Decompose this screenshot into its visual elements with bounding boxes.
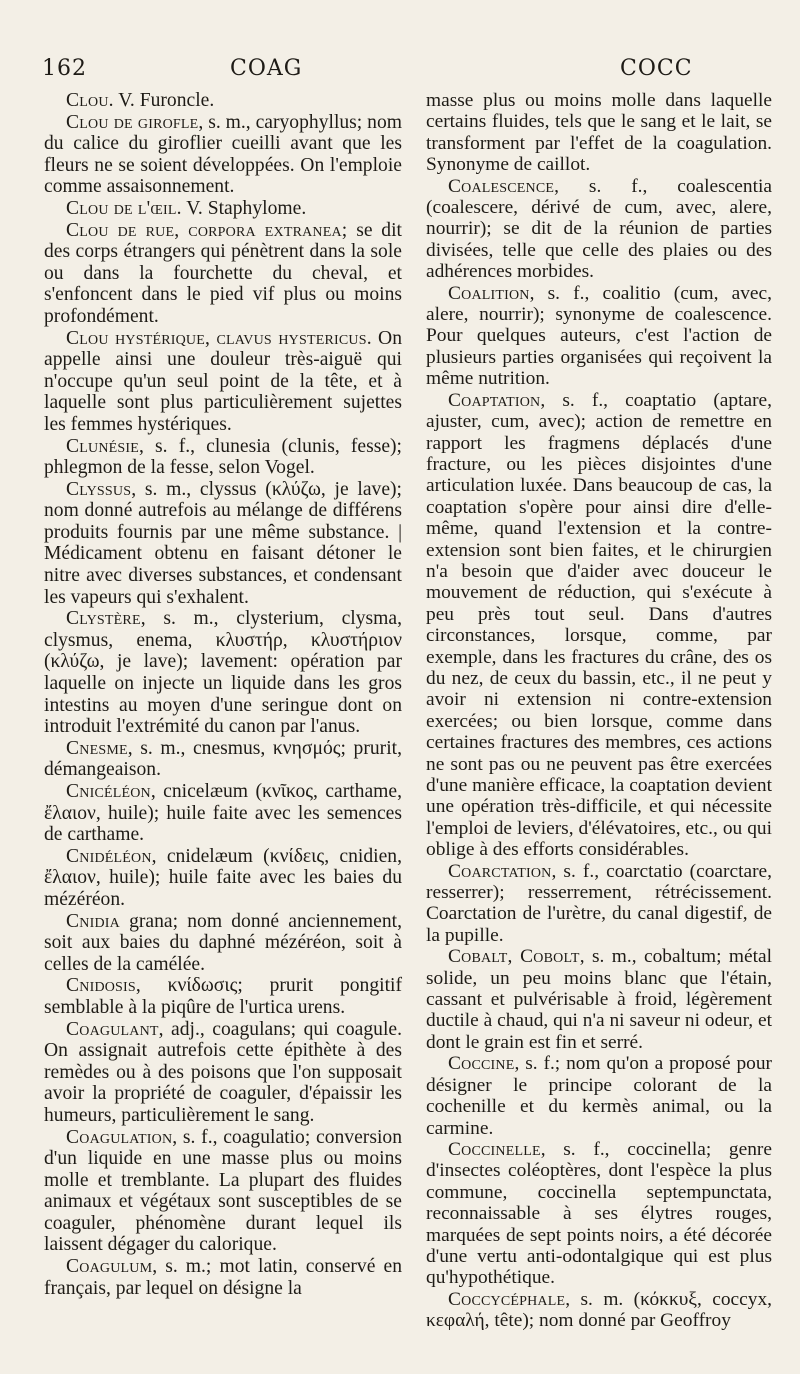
entry-text: , s. m., caryophyllus; nom du calice du giroflier cueilli avant que les fleurs ne se soient développées. On l'emploie comme assaisonnement. (44, 111, 402, 198)
dictionary-entry (44, 781, 402, 846)
dictionary-entry (44, 112, 402, 198)
entry-headword: Coalescence (448, 175, 555, 197)
dictionary-entry (44, 608, 402, 738)
running-head-right: COCC (620, 56, 693, 81)
dictionary-entry (44, 220, 402, 328)
dictionary-entry (44, 911, 402, 976)
dictionary-entry (426, 390, 772, 861)
entry-text: , s. m., clyssus (κλύζω, je lave); nom donné autrefois au mélange de différens produits fournis par une même substance. | Médicament obtenu en faisant détoner le nitre avec diverses substances, et condensant les vapeurs qui s'exhalent. (44, 478, 402, 608)
entry-headword: Coarctation (448, 860, 552, 882)
entry-text: , adj., coagulans; qui coagule. On assignait autrefois cette épithète à des remèdes ou à des poisons que l'on supposait avoir la propriété de coaguler, d'épaissir les humeurs, particulièrement le sang. (44, 1018, 402, 1126)
entry-headword: Coagulant (66, 1018, 159, 1040)
dictionary-entry (426, 90, 772, 176)
entry-text: , κνίδωσις; prurit pongitif semblable à la piqûre de l'urtica urens. (44, 975, 402, 1018)
entry-headword: Coalition (448, 282, 530, 304)
entry-text: , s. f., coalescentia (coalescere, dérivé de cum, avec, alere, nourrir); se dit de la réunion de parties divisées, telle que celle des plaies ou des adhérences morbides. (426, 175, 772, 283)
dictionary-entry (44, 90, 402, 112)
dictionary-entry (426, 283, 772, 390)
entry-headword: Cnidosis (66, 975, 136, 997)
entry-headword: Cnidéléon (66, 845, 152, 867)
entry-text: , s. m. (κόκκυξ, coccyx, κεφαλή, tête); nom donné par Geoffroy (426, 1288, 772, 1332)
dictionary-entry (44, 436, 402, 479)
dictionary-entry (426, 1289, 772, 1332)
entry-text: V. Staphylome. (181, 197, 307, 219)
entry-text: , s. m., cobaltum; métal solide, un peu moins blanc que l'étain, cassant et pulvérisable à froid, légèrement ductile à chaud, qui n'a ni saveur ni odeur, et dont le grain est fin et serré. (426, 946, 772, 1053)
dictionary-entry (44, 1127, 402, 1257)
entry-headword: Clou de rue, corpora extranea; (66, 219, 348, 241)
entry-headword: Cnidia (66, 910, 120, 932)
running-head-left: COAG (230, 56, 303, 81)
entry-headword: Cnesme (66, 737, 128, 759)
entry-headword: Clou de girofle (66, 111, 199, 133)
dictionary-entry (44, 198, 402, 220)
entry-text: V. Furoncle. (113, 90, 215, 111)
entry-text: se dit des corps étrangers qui pénètrent dans la sole ou dans la fourchette du cheval, et s'enfoncent dans le pied vif plus ou moins profondément. (44, 219, 402, 327)
dictionary-entry (426, 946, 772, 1053)
page-header (42, 56, 774, 90)
entry-text: grana; nom donné anciennement, soit aux baies du daphné mézéréon, soit à celles de la camélée. (44, 910, 402, 975)
entry-headword: Coagulation (66, 1126, 173, 1148)
dictionary-entry (44, 1019, 402, 1127)
entry-text: , s. m., cnesmus, κνησμός; prurit, démangeaison. (44, 737, 402, 781)
entry-headword: Coccinelle (448, 1138, 541, 1160)
entry-headword: Clou hystérique, clavus hystericus. (66, 327, 372, 349)
entry-headword: Clunésie (66, 435, 139, 457)
page-number: 162 (42, 56, 87, 81)
entry-text: , s. f., coaptatio (aptare, ajuster, cum, avec); action de remettre en rapport les fragmens déplacés d'une fracture, ou les pièces disjointes d'une articulation luxée. Dans beaucoup de cas, la coaptation s'opère pour ainsi dire d'elle-même, quand l'extension et la contre-extension sont bien faites, et le chirurgien n'a besoin que d'aider avec douceur le mouvement de réduction, qui s'exécute à peu près tout seul. Dans d'autres circonstances, lorsque, comme, par exemple, dans les fractures du crâne, des os du nez, de ceux du bassin, etc., il ne peut y avoir ni extension ni contre-extension exercées; ou bien lorsque, comme dans certaines fractures des membres, ces actions ne sont pas ou ne peuvent pas être exercées d'une manière efficace, la coaptation devient une opération très-difficile, et qui nécessite l'emploi de leviers, d'élévatoires, etc., ou qui oblige à des efforts considérables. (426, 389, 772, 861)
entry-text: , s. f., coarctatio (coarctare, resserrer); resserrement, rétrécissement. Coarctation de l'urètre, du canal digestif, de la pupille. (426, 860, 772, 946)
right-column (426, 90, 772, 1332)
entry-headword: Clyssus (66, 478, 132, 500)
entry-headword: Cobalt, Cobolt (448, 946, 580, 968)
dictionary-entry (426, 1139, 772, 1289)
entry-headword: Clou de l'œil. (66, 197, 182, 219)
entry-text: , s. m., clysterium, clysma, clysmus, enema, κλυστήρ, κλυστήριον (κλύζω, je lave); lavement: opération par laquelle on injecte un liquide dans les gros intestins au moyen d'une seringue dont on introduit l'extrémité du canon par l'anus. (44, 608, 402, 738)
entry-text: , s. f., coccinella; genre d'insectes coléoptères, dont l'espèce la plus commune, coccinella septempunctata, reconnaissable à ses élytres rouges, marquées de sept points noirs, a été décorée d'une vertu anti-odontalgique qui est plus qu'hypothétique. (426, 1138, 772, 1289)
entry-text: , cnidelæum (κνίδεις, cnidien, ἔλαιον, huile); huile faite avec les baies du mézéréon. (44, 845, 402, 910)
entry-headword: Coccycéphale (448, 1288, 566, 1310)
entry-text: , s. m.; mot latin, conservé en français, par lequel on désigne la (44, 1256, 402, 1299)
dictionary-entry (44, 1256, 402, 1299)
dictionary-entry (44, 846, 402, 911)
dictionary-entry (426, 861, 772, 947)
entry-text: , s. f., clunesia (clunis, fesse); phlegmon de la fesse, selon Vogel. (44, 435, 402, 479)
dictionary-entry (44, 975, 402, 1018)
entry-headword: Coccine (448, 1053, 515, 1075)
entry-text: , cnicelæum (κνῖκος, carthame, ἔλαιον, huile); huile faite avec les semences de carthame. (44, 781, 402, 846)
entry-text: , s. f.; nom qu'on a proposé pour désigner le principe colorant de la cochenille et du kermès animal, ou la carmine. (426, 1053, 772, 1139)
entry-text: On appelle ainsi une douleur très-aiguë qui n'occupe qu'un seul point de la tête, et à laquelle sont plus particulièrement sujettes les femmes hystériques. (44, 327, 402, 435)
entry-headword: Cnicéléon (66, 781, 151, 802)
entry-headword: Clou. (66, 90, 114, 111)
dictionary-entry (44, 738, 402, 781)
entry-headword: Clystère (66, 608, 141, 630)
entry-text: , s. f., coagulatio; conversion d'un liquide en une masse plus ou moins molle et tremblante. La plupart des fluides animaux et végétaux sont susceptibles de se coaguler, phénomène durant lequel ils laissent dégager du calorique. (44, 1126, 402, 1256)
dictionary-entry (426, 176, 772, 283)
entry-headword: Coaptation (448, 389, 541, 411)
entry-text: , s. f., coalitio (cum, avec, alere, nourrir); synonyme de coalescence. Pour quelques auteurs, c'est l'action de plusieurs parties organisées qui reçoivent la même nutrition. (426, 282, 772, 390)
dictionary-entry (44, 479, 402, 609)
dictionary-entry (44, 328, 402, 436)
left-column (44, 90, 402, 1299)
entry-text: masse plus ou moins molle dans laquelle certains fluides, tels que le sang et le lait, se transforment par l'effet de la coagulation. Synonyme de caillot. (426, 90, 772, 176)
dictionary-entry (426, 1053, 772, 1139)
entry-headword: Coagulum (66, 1256, 153, 1278)
